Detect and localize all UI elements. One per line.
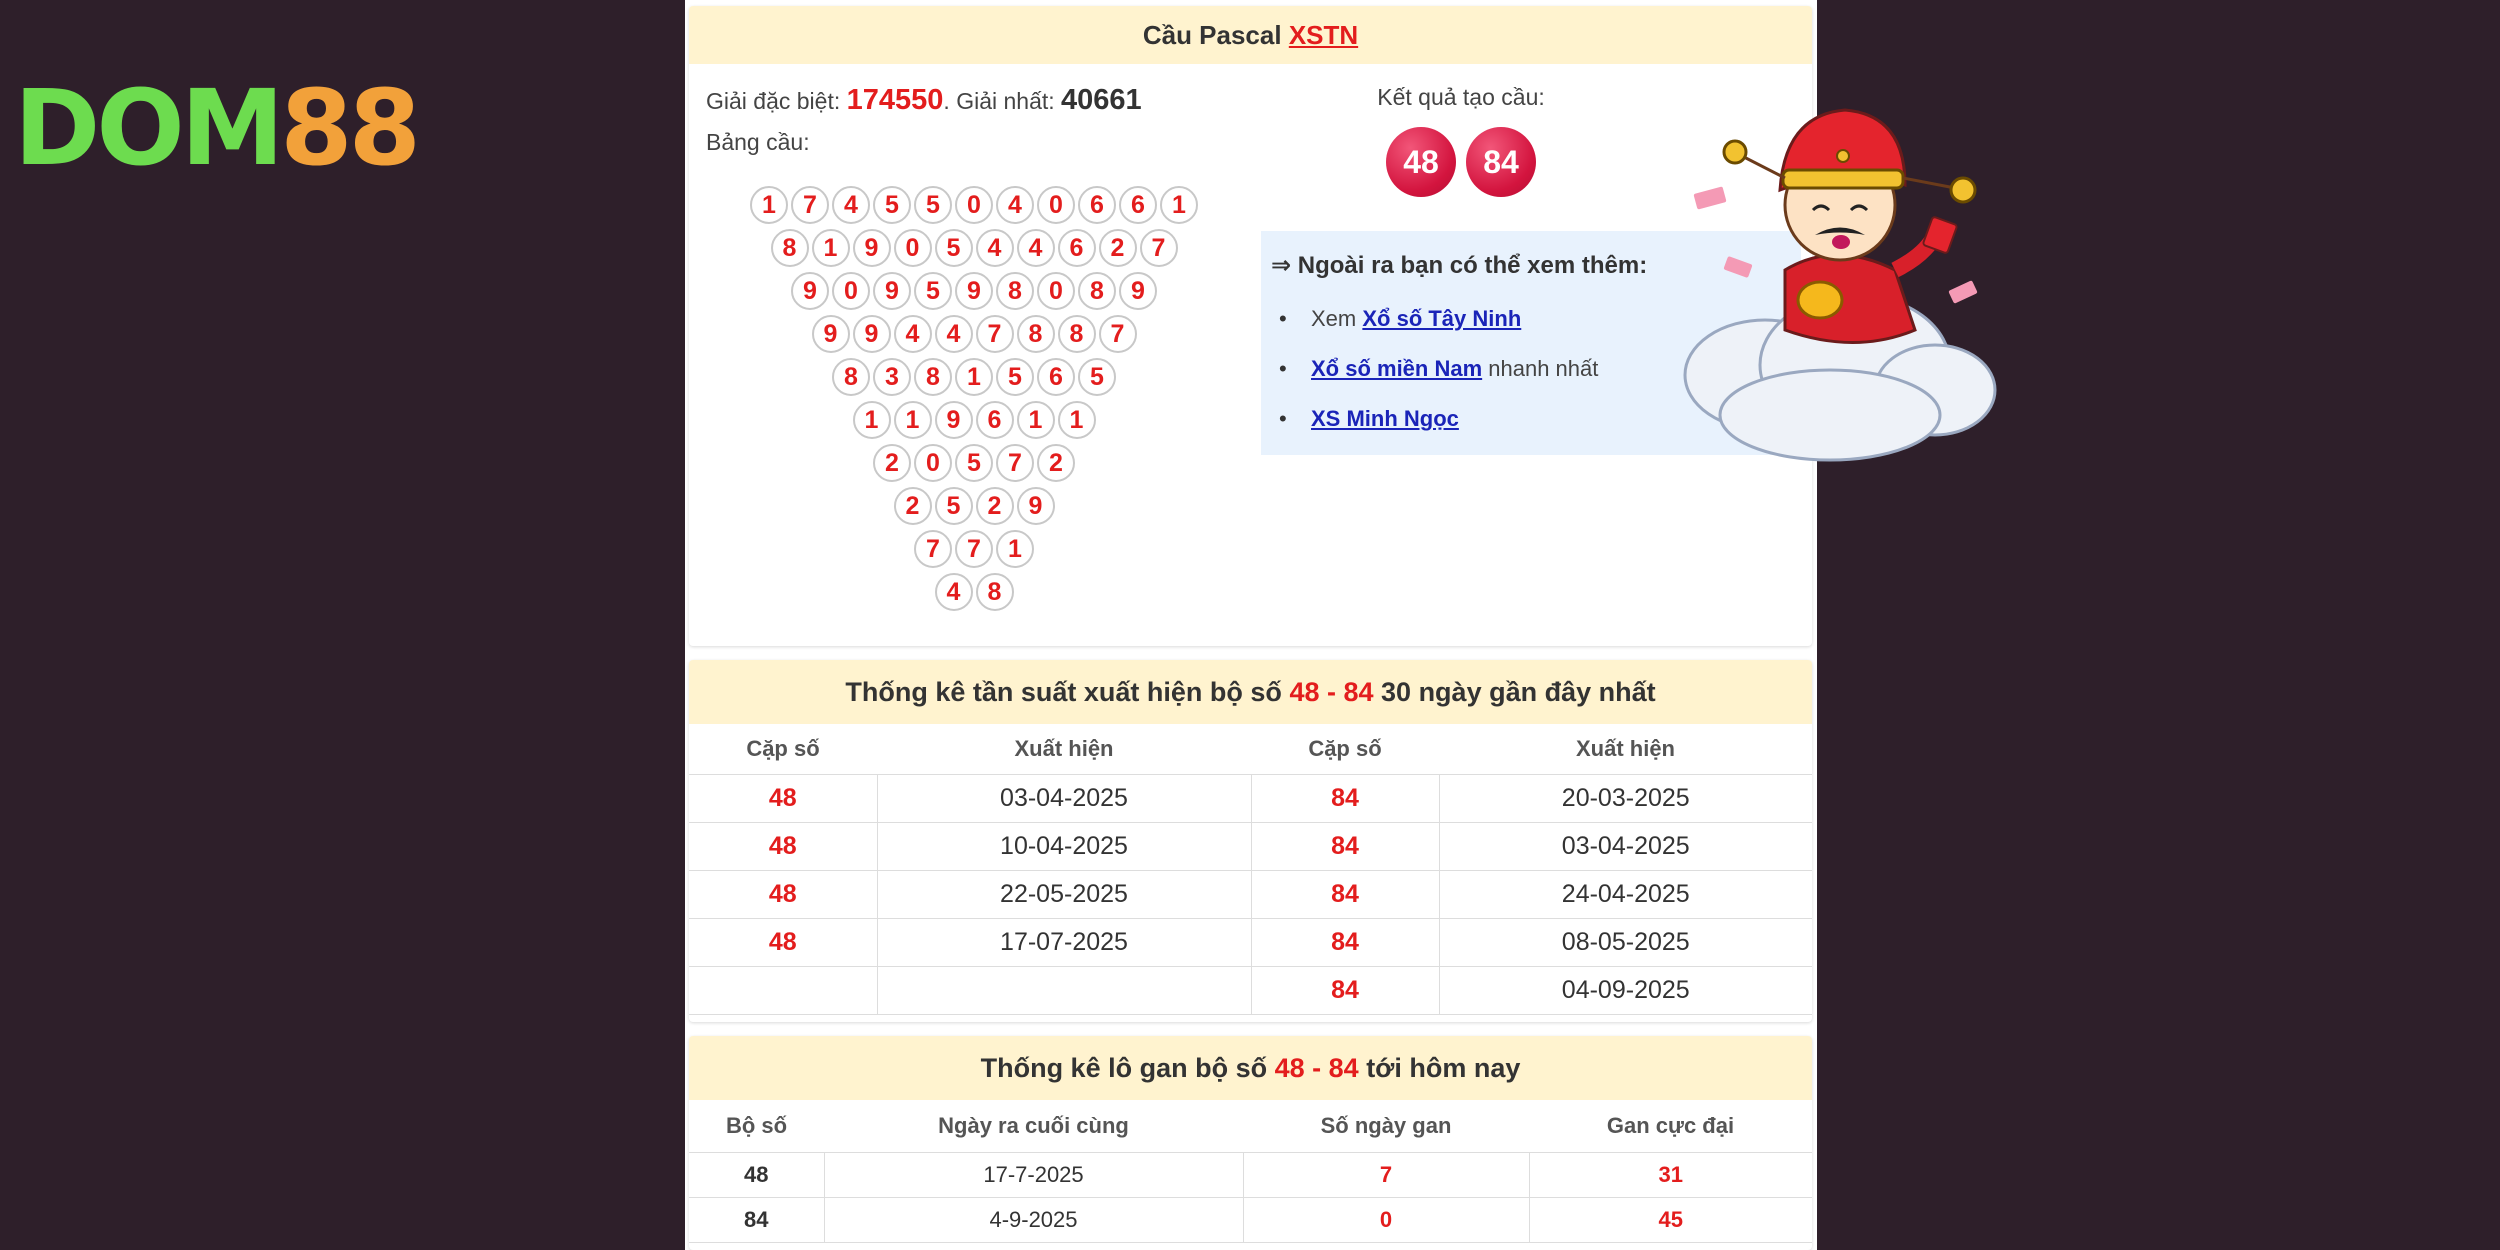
pyramid-ball: 0 <box>955 186 993 224</box>
pyramid-ball: 5 <box>914 186 952 224</box>
result-ball: 84 <box>1466 127 1536 197</box>
max-gan-cell: 31 <box>1529 1152 1812 1197</box>
see-more-prefix: Xem <box>1311 306 1363 331</box>
pair-cell: 84 <box>1251 774 1439 822</box>
pyramid-ball: 8 <box>1017 315 1055 353</box>
pyramid-ball: 1 <box>1160 186 1198 224</box>
last-date-cell: 17-7-2025 <box>824 1152 1243 1197</box>
column-header: Số ngày gan <box>1243 1100 1529 1152</box>
pyramid-row <box>894 487 1055 525</box>
god-of-wealth-mascot-icon <box>1665 70 2005 470</box>
see-more-suffix: nhanh nhất <box>1482 356 1599 381</box>
pyramid-ball: 4 <box>996 186 1034 224</box>
pyramid-ball: 4 <box>832 186 870 224</box>
pascal-title: Cầu Pascal <box>1142 20 1282 50</box>
first-prize-value: 40661 <box>1061 84 1142 116</box>
pyramid-ball: 5 <box>955 444 993 482</box>
pyramid-ball: 5 <box>935 229 973 267</box>
pyramid-ball: 2 <box>1099 229 1137 267</box>
pair-cell: 48 <box>689 822 877 870</box>
date-cell: 10-04-2025 <box>877 822 1251 870</box>
pyramid-ball: 1 <box>853 401 891 439</box>
pyramid-row <box>873 444 1075 482</box>
pyramid-ball: 2 <box>894 487 932 525</box>
pyramid-ball: 5 <box>1078 358 1116 396</box>
main-content <box>685 0 1817 1250</box>
logo-text-dom: DOM <box>14 67 281 189</box>
pascal-card <box>689 6 1812 646</box>
pyramid-ball: 0 <box>894 229 932 267</box>
table-row <box>689 1152 1812 1197</box>
pyramid-ball: 4 <box>935 315 973 353</box>
pyramid-ball: 9 <box>1119 272 1157 310</box>
xo-so-tay-ninh-link[interactable]: Xổ số Tây Ninh <box>1362 306 1522 331</box>
pyramid-ball: 6 <box>976 401 1014 439</box>
pyramid-ball: 4 <box>894 315 932 353</box>
frequency-table <box>689 724 1812 1015</box>
pyramid-ball: 7 <box>976 315 1014 353</box>
pyramid-ball: 2 <box>873 444 911 482</box>
pyramid-ball: 1 <box>812 229 850 267</box>
special-prize-label: Giải đặc biệt: <box>706 88 841 114</box>
table-header-row <box>689 1100 1812 1152</box>
pyramid-ball: 1 <box>955 358 993 396</box>
pyramid-ball: 8 <box>771 229 809 267</box>
pyramid-ball: 8 <box>1078 272 1116 310</box>
column-header: Xuất hiện <box>1439 724 1812 774</box>
pyramid-ball: 8 <box>1058 315 1096 353</box>
see-more-title: ⇒ Ngoài ra bạn có thể xem thêm: <box>1271 252 1648 279</box>
pyramid-row <box>771 229 1178 267</box>
pyramid-ball: 9 <box>812 315 850 353</box>
frequency-title-suffix: 30 ngày gần đây nhất <box>1381 677 1656 707</box>
pyramid-ball: 6 <box>1058 229 1096 267</box>
pair-cell: 48 <box>689 774 877 822</box>
pyramid-ball: 6 <box>1078 186 1116 224</box>
column-header: Ngày ra cuối cùng <box>824 1100 1243 1152</box>
logo-text-88: 88 <box>280 67 417 189</box>
dom88-logo[interactable] <box>14 67 417 189</box>
gan-title-suffix: tới hôm nay <box>1366 1053 1521 1083</box>
pyramid-ball: 5 <box>935 487 973 525</box>
date-cell: 20-03-2025 <box>1439 774 1812 822</box>
pyramid-ball: 9 <box>853 229 891 267</box>
date-cell: 24-04-2025 <box>1439 870 1812 918</box>
pyramid-ball: 6 <box>1119 186 1157 224</box>
column-header: Cặp số <box>689 724 877 774</box>
pyramid-ball: 9 <box>873 272 911 310</box>
pyramid-ball: 1 <box>1017 401 1055 439</box>
gan-card-header <box>689 1036 1812 1100</box>
first-prize-label: . Giải nhất: <box>943 88 1055 114</box>
date-cell: 04-09-2025 <box>1439 966 1812 1014</box>
pair-cell: 48 <box>689 918 877 966</box>
pair-cell: 84 <box>1251 870 1439 918</box>
gan-days-cell: 7 <box>1243 1152 1529 1197</box>
pyramid-row <box>914 530 1034 568</box>
xstn-link[interactable]: XSTN <box>1288 20 1359 50</box>
pyramid-ball: 1 <box>996 530 1034 568</box>
bo-so-cell: 48 <box>689 1152 824 1197</box>
pair-cell: 84 <box>1251 966 1439 1014</box>
pyramid-ball: 5 <box>914 272 952 310</box>
pyramid-ball: 3 <box>873 358 911 396</box>
gan-table <box>689 1100 1812 1243</box>
pyramid-ball: 5 <box>873 186 911 224</box>
last-date-cell: 4-9-2025 <box>824 1197 1243 1242</box>
table-row <box>689 870 1812 918</box>
bang-cau-label: Bảng cầu: <box>706 129 810 155</box>
column-header: Cặp số <box>1251 724 1439 774</box>
pascal-left <box>706 84 1306 156</box>
pyramid-ball: 0 <box>832 272 870 310</box>
pyramid-ball: 7 <box>996 444 1034 482</box>
pyramid-row <box>812 315 1137 353</box>
column-header: Bộ số <box>689 1100 824 1152</box>
pyramid-ball: 1 <box>894 401 932 439</box>
pyramid-ball: 6 <box>1037 358 1075 396</box>
pyramid-ball: 2 <box>1037 444 1075 482</box>
gan-table-body <box>689 1152 1812 1242</box>
pyramid-ball: 9 <box>791 272 829 310</box>
pair-cell <box>689 966 877 1014</box>
date-cell: 03-04-2025 <box>877 774 1251 822</box>
date-cell: 08-05-2025 <box>1439 918 1812 966</box>
pyramid-ball: 1 <box>1058 401 1096 439</box>
pyramid-ball: 8 <box>996 272 1034 310</box>
pair-cell: 48 <box>689 870 877 918</box>
pyramid-ball: 4 <box>935 573 973 611</box>
frequency-card-header <box>689 660 1812 724</box>
pyramid-row <box>832 358 1116 396</box>
bo-so-cell: 84 <box>689 1197 824 1242</box>
date-cell: 22-05-2025 <box>877 870 1251 918</box>
pyramid-row <box>750 186 1198 224</box>
frequency-card <box>689 660 1812 1022</box>
gan-days-cell: 0 <box>1243 1197 1529 1242</box>
date-cell: 03-04-2025 <box>1439 822 1812 870</box>
table-row <box>689 918 1812 966</box>
result-label: Kết quả tạo cầu: <box>1377 84 1545 110</box>
pyramid-ball: 7 <box>791 186 829 224</box>
table-row <box>689 774 1812 822</box>
pyramid-ball: 4 <box>976 229 1014 267</box>
pyramid-ball: 9 <box>955 272 993 310</box>
pyramid-ball: 8 <box>914 358 952 396</box>
result-balls <box>1261 127 1661 197</box>
pyramid-ball: 1 <box>750 186 788 224</box>
pyramid-ball: 7 <box>914 530 952 568</box>
pyramid-ball: 0 <box>1037 272 1075 310</box>
result-ball: 48 <box>1386 127 1456 197</box>
pyramid-ball: 5 <box>996 358 1034 396</box>
column-header: Xuất hiện <box>877 724 1251 774</box>
table-row <box>689 966 1812 1014</box>
gan-title-pair: 48 - 84 <box>1274 1053 1359 1083</box>
pyramid-ball: 9 <box>1017 487 1055 525</box>
pyramid-ball: 2 <box>976 487 1014 525</box>
frequency-title-pair: 48 - 84 <box>1289 677 1374 707</box>
column-header: Gan cực đại <box>1529 1100 1812 1152</box>
pyramid-ball: 0 <box>1037 186 1075 224</box>
date-cell <box>877 966 1251 1014</box>
max-gan-cell: 45 <box>1529 1197 1812 1242</box>
table-row <box>689 1197 1812 1242</box>
pyramid-ball: 9 <box>935 401 973 439</box>
xs-minh-ngoc-link[interactable]: XS Minh Ngọc <box>1311 406 1459 431</box>
pyramid-ball: 8 <box>832 358 870 396</box>
date-cell: 17-07-2025 <box>877 918 1251 966</box>
pyramid-ball: 4 <box>1017 229 1055 267</box>
pyramid-ball: 7 <box>1099 315 1137 353</box>
pyramid-row <box>791 272 1157 310</box>
frequency-title-prefix: Thống kê tần suất xuất hiện bộ số <box>845 677 1282 707</box>
pyramid-ball: 8 <box>976 573 1014 611</box>
pair-cell: 84 <box>1251 822 1439 870</box>
table-row <box>689 822 1812 870</box>
pyramid-ball: 7 <box>955 530 993 568</box>
pyramid-ball: 9 <box>853 315 891 353</box>
gan-title-prefix: Thống kê lô gan bộ số <box>980 1053 1268 1083</box>
pyramid-row <box>853 401 1096 439</box>
pyramid-ball: 7 <box>1140 229 1178 267</box>
prize-line <box>706 84 1306 117</box>
xo-so-mien-nam-link[interactable]: Xổ số miền Nam <box>1311 356 1483 381</box>
special-prize-value: 174550 <box>846 84 944 116</box>
frequency-table-body <box>689 774 1812 1014</box>
pair-cell: 84 <box>1251 918 1439 966</box>
pyramid-row <box>935 573 1014 611</box>
gan-card <box>689 1036 1812 1250</box>
pyramid-ball: 0 <box>914 444 952 482</box>
table-header-row <box>689 724 1812 774</box>
pascal-card-header <box>689 6 1812 64</box>
